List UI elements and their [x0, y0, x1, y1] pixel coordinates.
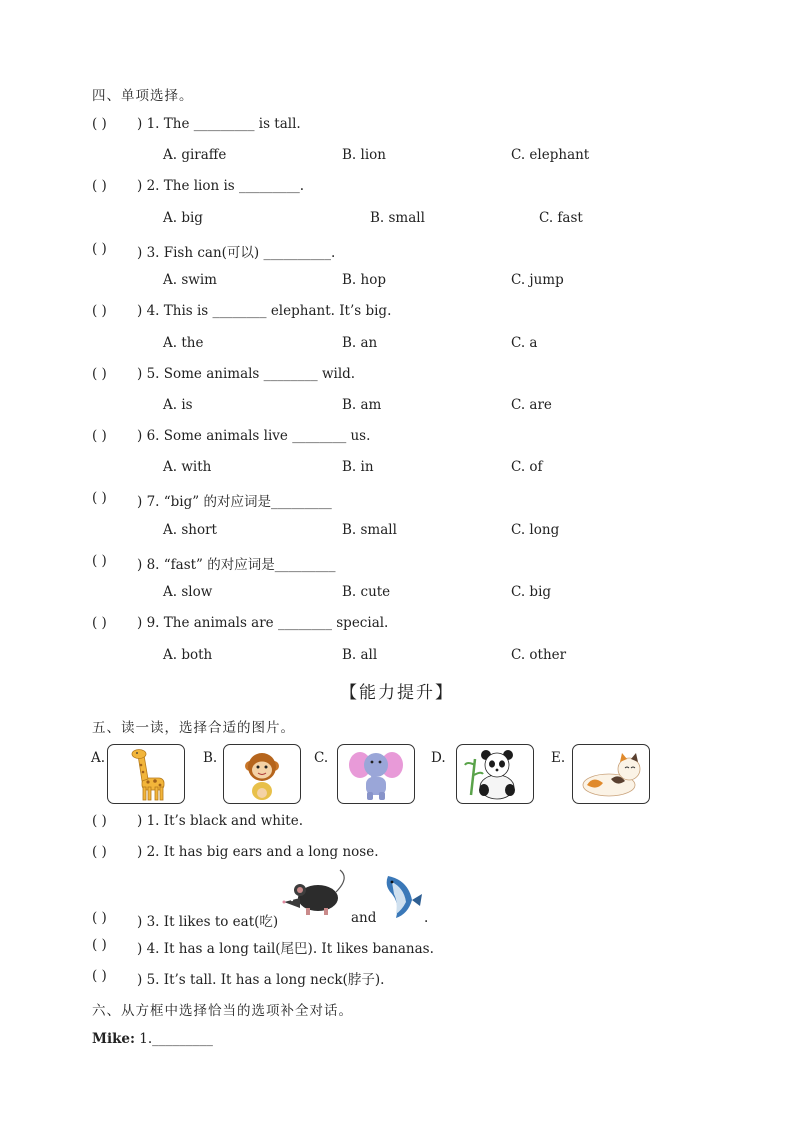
picture-d[interactable] — [456, 744, 534, 804]
q4-option-a[interactable]: A. the — [163, 335, 204, 351]
s5-answer-paren-q4[interactable]: ( ) — [92, 937, 107, 953]
question-9: ) 9. The animals are ________ special. — [137, 615, 389, 631]
q6-option-c[interactable]: C. of — [511, 459, 543, 475]
q8-option-b[interactable]: B. cute — [342, 584, 391, 600]
q2-option-b[interactable]: B. small — [370, 210, 425, 226]
q1-option-a[interactable]: A. giraffe — [163, 147, 227, 163]
speaker-mike: Mike: — [92, 1031, 135, 1047]
rat-picture — [280, 868, 350, 926]
q4-option-c[interactable]: C. a — [511, 335, 538, 351]
section-5-title: 五、读一读，选择合适的图片。 — [92, 720, 295, 736]
q6-option-a[interactable]: A. with — [163, 459, 212, 475]
picture-letter-c: C. — [314, 750, 329, 766]
panda-icon — [457, 745, 533, 803]
picture-c[interactable] — [337, 744, 415, 804]
giraffe-icon — [108, 745, 184, 803]
answer-paren-q3[interactable]: ( ) — [92, 241, 107, 257]
s5-question-3: ) 3. It likes to eat(吃) — [137, 914, 279, 930]
q6-option-b[interactable]: B. in — [342, 459, 374, 475]
q4-option-b[interactable]: B. an — [342, 335, 378, 351]
s5-answer-paren-q2[interactable]: ( ) — [92, 844, 107, 860]
q9-option-b[interactable]: B. all — [342, 647, 378, 663]
q8-option-a[interactable]: A. slow — [163, 584, 213, 600]
q1-option-b[interactable]: B. lion — [342, 147, 386, 163]
monkey-icon — [224, 745, 300, 803]
picture-letter-a: A. — [91, 750, 106, 766]
s5-question-1: ) 1. It’s black and white. — [137, 813, 304, 829]
s5-q3-and: and — [351, 910, 377, 926]
s5-question-4: ) 4. It has a long tail(尾巴). It likes bananas. — [137, 941, 434, 957]
q5-option-a[interactable]: A. is — [163, 397, 193, 413]
picture-letter-b: B. — [203, 750, 218, 766]
answer-paren-q7[interactable]: ( ) — [92, 490, 107, 506]
q8-option-c[interactable]: C. big — [511, 584, 552, 600]
s5-answer-paren-q5[interactable]: ( ) — [92, 968, 107, 984]
q2-option-c[interactable]: C. fast — [539, 210, 583, 226]
q5-option-b[interactable]: B. am — [342, 397, 382, 413]
dialogue-blank-1[interactable]: 1._________ — [139, 1031, 213, 1047]
answer-paren-q9[interactable]: ( ) — [92, 615, 107, 631]
q1-option-c[interactable]: C. elephant — [511, 147, 590, 163]
section-4-title: 四、单项选择。 — [92, 88, 194, 104]
cat-icon — [573, 745, 649, 803]
q3-option-a[interactable]: A. swim — [163, 272, 217, 288]
answer-paren-q5[interactable]: ( ) — [92, 366, 107, 382]
question-7: ) 7. “big” 的对应词是_________ — [137, 494, 332, 510]
answer-paren-q4[interactable]: ( ) — [92, 303, 107, 319]
picture-letter-d: D. — [431, 750, 446, 766]
picture-e[interactable] — [572, 744, 650, 804]
q2-option-a[interactable]: A. big — [163, 210, 203, 226]
s5-question-2: ) 2. It has big ears and a long nose. — [137, 844, 379, 860]
elephant-icon — [338, 745, 414, 803]
s5-question-5: ) 5. It’s tall. It has a long neck(脖子). — [137, 972, 385, 988]
fish-icon — [378, 870, 424, 922]
answer-paren-q2[interactable]: ( ) — [92, 178, 107, 194]
q7-option-c[interactable]: C. long — [511, 522, 560, 538]
picture-a[interactable] — [107, 744, 185, 804]
q7-option-a[interactable]: A. short — [163, 522, 217, 538]
q9-option-c[interactable]: C. other — [511, 647, 567, 663]
picture-letter-e: E. — [551, 750, 566, 766]
q7-option-b[interactable]: B. small — [342, 522, 397, 538]
s5-answer-paren-q3[interactable]: ( ) — [92, 910, 107, 926]
question-1: ) 1. The _________ is tall. — [137, 116, 301, 132]
question-6: ) 6. Some animals live ________ us. — [137, 428, 371, 444]
question-5: ) 5. Some animals ________ wild. — [137, 366, 356, 382]
q3-option-b[interactable]: B. hop — [342, 272, 386, 288]
answer-paren-q1[interactable]: ( ) — [92, 116, 107, 132]
question-8: ) 8. “fast” 的对应词是_________ — [137, 557, 336, 573]
dialogue-line-1 — [92, 1031, 213, 1047]
answer-paren-q6[interactable]: ( ) — [92, 428, 107, 444]
s5-q3-end: . — [424, 910, 429, 926]
ability-title: 【能力提升】 — [340, 683, 454, 703]
question-4: ) 4. This is ________ elephant. It’s big. — [137, 303, 392, 319]
question-2: ) 2. The lion is _________. — [137, 178, 305, 194]
q5-option-c[interactable]: C. are — [511, 397, 552, 413]
q9-option-a[interactable]: A. both — [163, 647, 213, 663]
answer-paren-q8[interactable]: ( ) — [92, 553, 107, 569]
section-6-title: 六、从方框中选择恰当的选项补全对话。 — [92, 1003, 353, 1019]
picture-b[interactable] — [223, 744, 301, 804]
q3-option-c[interactable]: C. jump — [511, 272, 564, 288]
fish-picture — [378, 870, 424, 922]
s5-answer-paren-q1[interactable]: ( ) — [92, 813, 107, 829]
rat-icon — [280, 868, 350, 926]
question-3: ) 3. Fish can(可以) __________. — [137, 245, 336, 261]
